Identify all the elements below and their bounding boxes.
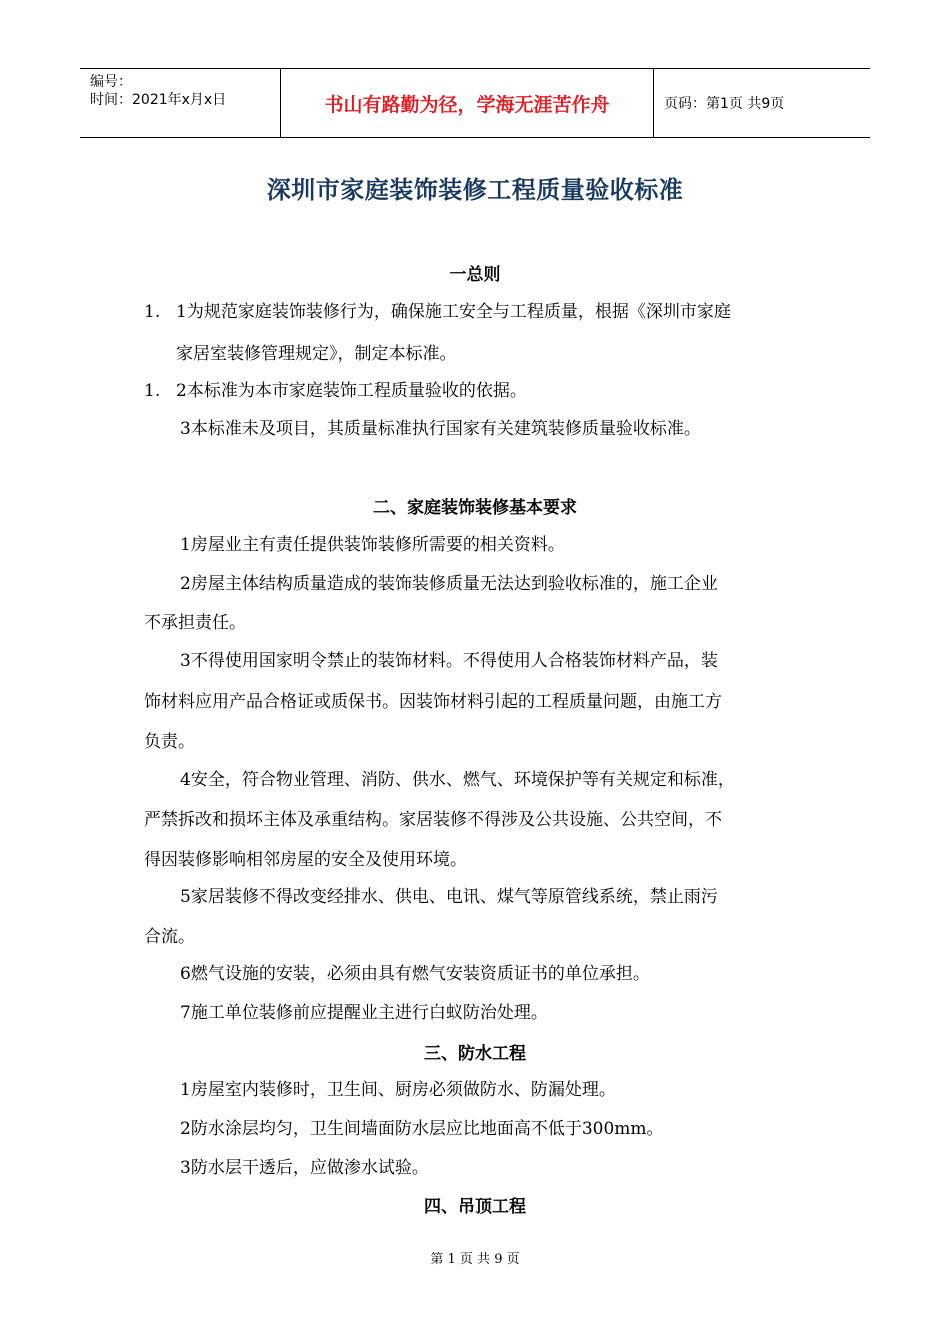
paragraph-line: 1房屋业主有责任提供装饰装修所需要的相关资料。	[180, 535, 565, 555]
paragraph-line: 2防水涂层均匀，卫生间墙面防水层应比地面高不低于300mm。	[180, 1119, 664, 1139]
paragraph-line	[144, 297, 731, 322]
page-footer: 第 1 页 共 9 页	[430, 1252, 520, 1267]
document-title: 深圳市家庭装饰装修工程质量验收标准	[266, 176, 684, 204]
paragraph-line: 3防水层干透后，应做渗水试验。	[180, 1158, 429, 1178]
paragraph-line: 饰材料应用产品合格证或质保书。因装饰材料引起的工程质量问题，由施工方	[144, 692, 722, 712]
paragraph-line: 4安全，符合物业管理、消防、供水、燃气、环境保护等有关规定和标准，	[180, 770, 735, 790]
list-number: 1.	[144, 381, 161, 401]
paragraph-line: 2房屋主体结构质量造成的装饰装修质量无法达到验收标准的，施工企业	[180, 574, 718, 594]
paragraph-line: 严禁拆改和损坏主体及承重结构。家居装修不得涉及公共设施、公共空间，不	[144, 810, 722, 830]
paragraph-line: 负责。	[144, 732, 195, 752]
paragraph-line: 3本标准未及项目，其质量标准执行国家有关建筑装修质量验收标准。	[180, 419, 701, 439]
time-label: 时间：2021年x月x日	[90, 92, 227, 108]
paragraph-line: 7施工单位装修前应提醒业主进行白蚁防治处理。	[180, 1003, 548, 1023]
paragraph-line: 6燃气设施的安装，必须由具有燃气安装资质证书的单位承担。	[180, 964, 650, 984]
line-text: 1为规范家庭装饰装修行为，确保施工安全与工程质量，根据《深圳市家庭	[176, 302, 731, 322]
section-heading-general: 一总则	[449, 265, 501, 285]
paragraph-line: 不承担责任。	[144, 613, 246, 633]
paragraph-line: 家居室装修管理规定》，制定本标准。	[176, 344, 457, 364]
header-motto: 书山有路勤为径，学海无涯苦作舟	[281, 69, 654, 137]
section-heading-ceiling: 四、吊顶工程	[424, 1197, 526, 1217]
section-heading-waterproofing: 三、防水工程	[424, 1044, 526, 1064]
paragraph-line: 3不得使用国家明令禁止的装饰材料。不得使用人合格装饰材料产品，装	[180, 651, 718, 671]
document-header	[80, 68, 870, 138]
paragraph-line: 合流。	[144, 927, 195, 947]
list-number: 1.	[144, 302, 161, 322]
number-label: 编号：	[90, 74, 132, 90]
paragraph-line	[144, 376, 527, 401]
paragraph-line: 得因装修影响相邻房屋的安全及使用环境。	[144, 850, 467, 870]
paragraph-line: 1房屋室内装修时，卫生间、厨房必须做防水、防漏处理。	[180, 1080, 616, 1100]
section-heading-basic-requirements: 二、家庭装饰装修基本要求	[373, 498, 577, 518]
paragraph-line: 5家居装修不得改变经排水、供电、电讯、煤气等原管线系统，禁止雨污	[180, 887, 718, 907]
header-page-info: 页码：第1页 共9页	[664, 96, 785, 112]
header-meta	[80, 69, 281, 137]
line-text: 2本标准为本市家庭装饰工程质量验收的依据。	[176, 381, 527, 401]
